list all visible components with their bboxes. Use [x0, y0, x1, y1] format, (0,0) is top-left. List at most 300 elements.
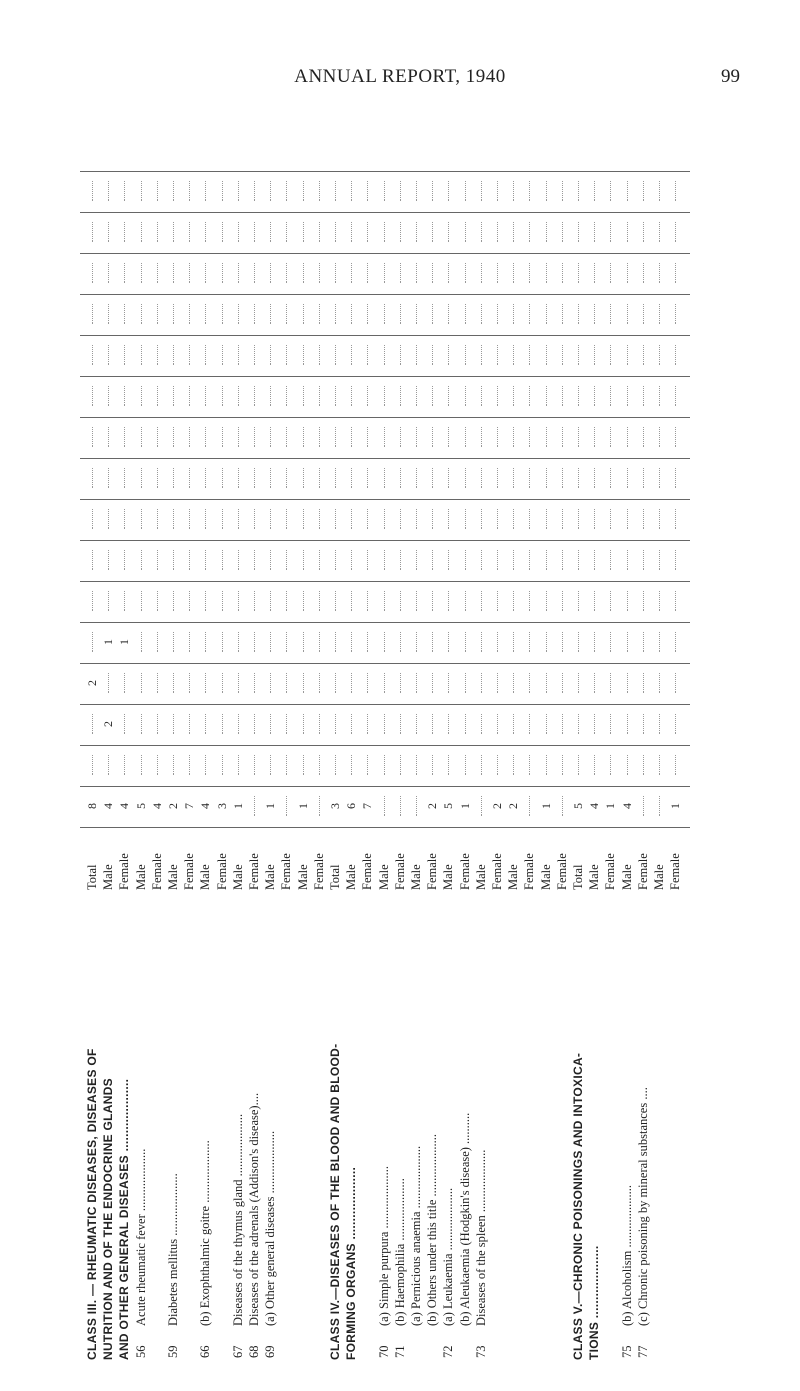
empty-cell-leader — [416, 673, 417, 693]
empty-cell-leader — [303, 755, 304, 775]
empty-cell-leader — [141, 386, 142, 406]
row-code: 77 — [635, 1345, 650, 1358]
empty-cell-leader — [124, 386, 125, 406]
empty-cell-leader — [319, 509, 320, 529]
empty-cell-leader — [286, 550, 287, 570]
empty-cell-leader — [513, 427, 514, 447]
empty-cell-leader — [594, 591, 595, 611]
empty-cell-leader — [351, 509, 352, 529]
empty-cell-leader — [578, 181, 579, 201]
empty-cell-leader — [108, 509, 109, 529]
empty-cell-leader — [497, 468, 498, 488]
empty-cell-leader — [497, 345, 498, 365]
empty-cell-leader — [448, 591, 449, 611]
empty-cell-leader — [384, 263, 385, 283]
page-number: 99 — [721, 66, 740, 87]
page-header — [0, 0, 800, 90]
empty-cell-leader — [481, 714, 482, 734]
empty-cell-leader — [643, 304, 644, 324]
empty-cell-leader — [384, 222, 385, 242]
sex-label: Female — [392, 853, 407, 890]
empty-cell-leader — [141, 632, 142, 652]
empty-cell-leader — [141, 181, 142, 201]
empty-cell-leader — [578, 222, 579, 242]
empty-cell-leader — [384, 509, 385, 529]
empty-cell-leader — [432, 263, 433, 283]
empty-cell-leader — [448, 714, 449, 734]
empty-cell-leader — [157, 673, 158, 693]
empty-cell-leader — [205, 591, 206, 611]
empty-cell-leader — [675, 632, 676, 652]
empty-cell-leader — [562, 755, 563, 775]
statistics-table — [80, 120, 690, 1360]
empty-cell-leader — [529, 673, 530, 693]
empty-cell-leader — [384, 386, 385, 406]
empty-cell-leader — [562, 181, 563, 201]
empty-cell-leader — [303, 468, 304, 488]
empty-cell-leader — [173, 222, 174, 242]
empty-cell-leader — [432, 755, 433, 775]
empty-cell-leader — [319, 755, 320, 775]
empty-cell-leader — [270, 222, 271, 242]
empty-cell-leader — [189, 550, 190, 570]
empty-cell-leader — [384, 632, 385, 652]
count-cell: 5 — [133, 803, 148, 809]
table-row — [621, 120, 634, 1360]
count-cell: 1 — [263, 803, 278, 809]
sex-label: Female — [425, 853, 440, 890]
empty-cell-leader — [254, 755, 255, 775]
empty-cell-leader — [319, 222, 320, 242]
sex-label: Male — [506, 864, 521, 890]
empty-cell-leader — [351, 222, 352, 242]
empty-cell-leader — [254, 263, 255, 283]
empty-cell-leader — [546, 509, 547, 529]
empty-cell-leader — [384, 796, 385, 816]
empty-cell-leader — [400, 181, 401, 201]
empty-cell-leader — [643, 796, 644, 816]
empty-cell-leader — [238, 591, 239, 611]
row-label: (c) Chronic poisoning by mineral substances .... — [635, 1087, 650, 1326]
empty-cell-leader — [562, 386, 563, 406]
empty-cell-leader — [659, 263, 660, 283]
empty-cell-leader — [189, 427, 190, 447]
sex-label: Female — [668, 853, 683, 890]
empty-cell-leader — [108, 181, 109, 201]
empty-cell-leader — [578, 591, 579, 611]
empty-cell-leader — [238, 509, 239, 529]
empty-cell-leader — [173, 550, 174, 570]
empty-cell-leader — [578, 509, 579, 529]
empty-cell-leader — [141, 468, 142, 488]
empty-cell-leader — [627, 632, 628, 652]
table-row — [394, 120, 407, 1360]
empty-cell-leader — [286, 632, 287, 652]
empty-cell-leader — [627, 673, 628, 693]
sex-label: Male — [587, 864, 602, 890]
empty-cell-leader — [562, 509, 563, 529]
empty-cell-leader — [157, 263, 158, 283]
sex-label: Female — [457, 853, 472, 890]
empty-cell-leader — [497, 181, 498, 201]
count-cell: 3 — [328, 803, 342, 809]
empty-cell-leader — [124, 468, 125, 488]
empty-cell-leader — [270, 632, 271, 652]
empty-cell-leader — [157, 591, 158, 611]
empty-cell-leader — [222, 468, 223, 488]
empty-cell-leader — [222, 345, 223, 365]
empty-cell-leader — [643, 181, 644, 201]
empty-cell-leader — [189, 304, 190, 324]
count-cell: 1 — [668, 803, 683, 809]
empty-cell-leader — [270, 345, 271, 365]
empty-cell-leader — [367, 181, 368, 201]
empty-cell-leader — [108, 222, 109, 242]
empty-cell-leader — [529, 427, 530, 447]
empty-cell-leader — [562, 632, 563, 652]
empty-cell-leader — [529, 181, 530, 201]
empty-cell-leader — [189, 181, 190, 201]
count-cell: 1 — [457, 803, 472, 809]
empty-cell-leader — [173, 509, 174, 529]
empty-cell-leader — [286, 263, 287, 283]
empty-cell-leader — [481, 673, 482, 693]
empty-cell-leader — [594, 673, 595, 693]
empty-cell-leader — [400, 755, 401, 775]
empty-cell-leader — [189, 714, 190, 734]
empty-cell-leader — [497, 714, 498, 734]
empty-cell-leader — [205, 263, 206, 283]
sex-label: Total — [571, 864, 585, 890]
empty-cell-leader — [351, 673, 352, 693]
table-row — [507, 120, 520, 1360]
empty-cell-leader — [222, 263, 223, 283]
empty-cell-leader — [562, 468, 563, 488]
empty-cell-leader — [157, 181, 158, 201]
table-row — [459, 120, 472, 1360]
empty-cell-leader — [465, 591, 466, 611]
empty-cell-leader — [254, 509, 255, 529]
sex-label: Female — [490, 853, 504, 890]
empty-cell-leader — [627, 550, 628, 570]
empty-cell-leader — [286, 714, 287, 734]
empty-cell-leader — [400, 591, 401, 611]
empty-cell-leader — [432, 427, 433, 447]
empty-cell-leader — [513, 345, 514, 365]
empty-cell-leader — [270, 263, 271, 283]
empty-cell-leader — [610, 591, 611, 611]
empty-cell-leader — [205, 181, 206, 201]
empty-cell-leader — [189, 755, 190, 775]
empty-cell-leader — [238, 386, 239, 406]
empty-cell-leader — [141, 755, 142, 775]
empty-cell-leader — [384, 673, 385, 693]
empty-cell-leader — [610, 222, 611, 242]
empty-cell-leader — [400, 550, 401, 570]
empty-cell-leader — [92, 755, 93, 775]
empty-cell-leader — [481, 304, 482, 324]
empty-cell-leader — [335, 181, 336, 201]
empty-cell-leader — [351, 427, 352, 447]
empty-cell-leader — [254, 468, 255, 488]
empty-cell-leader — [92, 345, 93, 365]
empty-cell-leader — [627, 755, 628, 775]
row-label: AND OTHER GENERAL DISEASES .................... — [117, 1078, 132, 1360]
empty-cell-leader — [610, 345, 611, 365]
empty-cell-leader — [513, 263, 514, 283]
empty-cell-leader — [286, 755, 287, 775]
sex-label: Male — [166, 864, 180, 890]
empty-cell-leader — [367, 591, 368, 611]
empty-cell-leader — [351, 714, 352, 734]
count-cell: 4 — [619, 803, 634, 809]
empty-cell-leader — [173, 755, 174, 775]
empty-cell-leader — [562, 345, 563, 365]
empty-cell-leader — [610, 755, 611, 775]
empty-cell-leader — [400, 222, 401, 242]
empty-cell-leader — [578, 714, 579, 734]
empty-cell-leader — [303, 263, 304, 283]
empty-cell-leader — [124, 263, 125, 283]
empty-cell-leader — [222, 632, 223, 652]
empty-cell-leader — [189, 263, 190, 283]
empty-cell-leader — [286, 345, 287, 365]
count-cell: 1 — [101, 639, 116, 645]
count-cell: 4 — [117, 803, 132, 809]
empty-cell-leader — [546, 755, 547, 775]
empty-cell-leader — [157, 714, 158, 734]
empty-cell-leader — [124, 345, 125, 365]
empty-cell-leader — [659, 632, 660, 652]
empty-cell-leader — [367, 714, 368, 734]
empty-cell-leader — [497, 509, 498, 529]
empty-cell-leader — [627, 468, 628, 488]
empty-cell-leader — [497, 591, 498, 611]
empty-cell-leader — [448, 509, 449, 529]
empty-cell-leader — [432, 509, 433, 529]
empty-cell-leader — [594, 509, 595, 529]
empty-cell-leader — [416, 632, 417, 652]
empty-cell-leader — [238, 550, 239, 570]
empty-cell-leader — [546, 427, 547, 447]
empty-cell-leader — [351, 550, 352, 570]
empty-cell-leader — [319, 386, 320, 406]
empty-cell-leader — [481, 509, 482, 529]
empty-cell-leader — [92, 181, 93, 201]
empty-cell-leader — [384, 714, 385, 734]
empty-cell-leader — [448, 673, 449, 693]
empty-cell-leader — [416, 468, 417, 488]
empty-cell-leader — [659, 509, 660, 529]
empty-cell-leader — [627, 304, 628, 324]
empty-cell-leader — [108, 386, 109, 406]
table-row — [378, 120, 391, 1360]
empty-cell-leader — [546, 304, 547, 324]
empty-cell-leader — [448, 632, 449, 652]
empty-cell-leader — [286, 386, 287, 406]
empty-cell-leader — [432, 345, 433, 365]
empty-cell-leader — [400, 673, 401, 693]
empty-cell-leader — [465, 468, 466, 488]
empty-cell-leader — [481, 181, 482, 201]
empty-cell-leader — [351, 755, 352, 775]
empty-cell-leader — [594, 755, 595, 775]
empty-cell-leader — [367, 263, 368, 283]
empty-cell-leader — [562, 304, 563, 324]
empty-cell-leader — [108, 591, 109, 611]
empty-cell-leader — [513, 509, 514, 529]
empty-cell-leader — [351, 591, 352, 611]
empty-cell-leader — [659, 673, 660, 693]
empty-cell-leader — [254, 632, 255, 652]
empty-cell-leader — [157, 468, 158, 488]
table-row — [183, 120, 196, 1360]
empty-cell-leader — [675, 550, 676, 570]
empty-cell-leader — [513, 304, 514, 324]
row-label: Diseases of the adrenals (Addison's disease).... — [247, 1092, 261, 1326]
empty-cell-leader — [416, 222, 417, 242]
empty-cell-leader — [238, 632, 239, 652]
count-cell: 2 — [166, 803, 180, 809]
sex-label: Male — [344, 864, 359, 890]
empty-cell-leader — [465, 222, 466, 242]
count-cell: 8 — [85, 803, 99, 809]
empty-cell-leader — [643, 345, 644, 365]
empty-cell-leader — [367, 632, 368, 652]
empty-cell-leader — [627, 345, 628, 365]
empty-cell-leader — [465, 304, 466, 324]
empty-cell-leader — [92, 591, 93, 611]
empty-cell-leader — [513, 673, 514, 693]
empty-cell-leader — [173, 714, 174, 734]
empty-cell-leader — [384, 550, 385, 570]
empty-cell-leader — [432, 632, 433, 652]
empty-cell-leader — [432, 222, 433, 242]
empty-cell-leader — [303, 509, 304, 529]
table-row — [232, 120, 245, 1360]
empty-cell-leader — [643, 263, 644, 283]
sex-label: Female — [311, 853, 326, 890]
count-cell: 7 — [360, 803, 375, 809]
empty-cell-leader — [594, 427, 595, 447]
empty-cell-leader — [659, 714, 660, 734]
empty-cell-leader — [286, 427, 287, 447]
empty-cell-leader — [675, 509, 676, 529]
empty-cell-leader — [562, 550, 563, 570]
empty-cell-leader — [367, 304, 368, 324]
empty-cell-leader — [529, 796, 530, 816]
empty-cell-leader — [367, 345, 368, 365]
empty-cell-leader — [124, 755, 125, 775]
empty-cell-leader — [448, 427, 449, 447]
empty-cell-leader — [205, 427, 206, 447]
empty-cell-leader — [205, 509, 206, 529]
empty-cell-leader — [335, 714, 336, 734]
empty-cell-leader — [659, 550, 660, 570]
sex-label: Male — [538, 864, 553, 890]
empty-cell-leader — [513, 222, 514, 242]
empty-cell-leader — [238, 673, 239, 693]
empty-cell-leader — [448, 263, 449, 283]
empty-cell-leader — [270, 591, 271, 611]
count-cell: 2 — [506, 803, 521, 809]
empty-cell-leader — [416, 509, 417, 529]
empty-cell-leader — [529, 714, 530, 734]
empty-cell-leader — [546, 181, 547, 201]
empty-cell-leader — [481, 550, 482, 570]
empty-cell-leader — [481, 632, 482, 652]
empty-cell-leader — [173, 632, 174, 652]
empty-cell-leader — [205, 632, 206, 652]
empty-cell-leader — [238, 345, 239, 365]
empty-cell-leader — [416, 386, 417, 406]
empty-cell-leader — [481, 263, 482, 283]
empty-cell-leader — [205, 345, 206, 365]
count-cell: 4 — [149, 803, 164, 809]
empty-cell-leader — [562, 796, 563, 816]
empty-cell-leader — [675, 304, 676, 324]
row-code: 67 — [230, 1345, 245, 1358]
empty-cell-leader — [270, 386, 271, 406]
empty-cell-leader — [610, 714, 611, 734]
table-row — [313, 120, 326, 1360]
empty-cell-leader — [481, 345, 482, 365]
empty-cell-leader — [481, 796, 482, 816]
empty-cell-leader — [254, 222, 255, 242]
empty-cell-leader — [319, 632, 320, 652]
empty-cell-leader — [270, 755, 271, 775]
empty-cell-leader — [627, 427, 628, 447]
empty-cell-leader — [351, 304, 352, 324]
empty-cell-leader — [546, 632, 547, 652]
empty-cell-leader — [562, 222, 563, 242]
count-cell: 1 — [603, 803, 618, 809]
empty-cell-leader — [367, 755, 368, 775]
empty-cell-leader — [108, 345, 109, 365]
row-code: 69 — [263, 1345, 278, 1358]
empty-cell-leader — [319, 345, 320, 365]
empty-cell-leader — [173, 304, 174, 324]
empty-cell-leader — [141, 550, 142, 570]
empty-cell-leader — [141, 304, 142, 324]
empty-cell-leader — [124, 304, 125, 324]
empty-cell-leader — [578, 468, 579, 488]
empty-cell-leader — [529, 304, 530, 324]
empty-cell-leader — [643, 509, 644, 529]
empty-cell-leader — [286, 181, 287, 201]
count-cell: 3 — [214, 803, 229, 809]
empty-cell-leader — [659, 468, 660, 488]
empty-cell-leader — [254, 796, 255, 816]
empty-cell-leader — [400, 632, 401, 652]
empty-cell-leader — [222, 673, 223, 693]
empty-cell-leader — [124, 714, 125, 734]
empty-cell-leader — [319, 714, 320, 734]
empty-cell-leader — [222, 427, 223, 447]
empty-cell-leader — [529, 632, 530, 652]
empty-cell-leader — [303, 591, 304, 611]
empty-cell-leader — [157, 632, 158, 652]
row-label: CLASS III. — RHEUMATIC DISEASES, DISEASES OF — [85, 1048, 99, 1360]
empty-cell-leader — [141, 427, 142, 447]
empty-cell-leader — [157, 550, 158, 570]
empty-cell-leader — [675, 427, 676, 447]
empty-cell-leader — [319, 263, 320, 283]
empty-cell-leader — [627, 714, 628, 734]
empty-cell-leader — [222, 181, 223, 201]
empty-cell-leader — [173, 591, 174, 611]
sex-label: Male — [101, 864, 116, 890]
